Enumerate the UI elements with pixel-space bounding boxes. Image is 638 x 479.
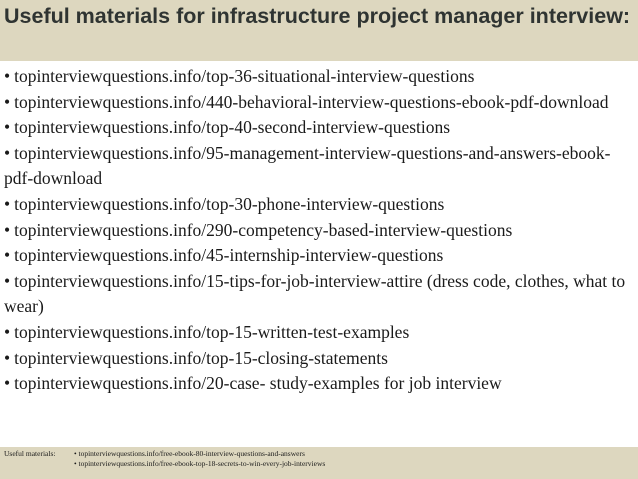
list-item bbox=[4, 346, 632, 372]
footer-bar bbox=[0, 447, 638, 479]
bullet: • bbox=[4, 347, 11, 368]
list-item bbox=[4, 320, 632, 346]
list-item bbox=[4, 192, 632, 218]
link-text[interactable]: topinterviewquestions.info/top-15-written-test-examples bbox=[14, 321, 410, 342]
link-text[interactable]: topinterviewquestions.info/top-30-phone-interview-questions bbox=[14, 193, 445, 214]
link-text[interactable]: topinterviewquestions.info/45-internship-interview-questions bbox=[14, 245, 444, 266]
link-text[interactable]: topinterviewquestions.info/15-tips-for-job-interview-attire (dress code, clothes, what to wear) bbox=[4, 270, 626, 317]
bullet: • bbox=[4, 66, 11, 86]
bullet: • bbox=[4, 193, 11, 214]
list-item bbox=[4, 243, 632, 269]
footer-row bbox=[4, 449, 638, 469]
link-text[interactable]: topinterviewquestions.info/top-40-second-interview-questions bbox=[14, 117, 451, 138]
list-item bbox=[4, 90, 632, 116]
bullet: • bbox=[4, 91, 11, 112]
link-text[interactable]: topinterviewquestions.info/top-36-situational-interview-questions bbox=[14, 66, 475, 86]
footer-link[interactable]: • topinterviewquestions.info/free-ebook-80-interview-questions-and-answers bbox=[74, 449, 305, 458]
list-item bbox=[4, 371, 632, 397]
list-item bbox=[4, 141, 632, 192]
link-text[interactable]: topinterviewquestions.info/20-case- study-examples for job interview bbox=[14, 373, 502, 394]
bullet: • bbox=[4, 373, 11, 394]
title-bar bbox=[0, 0, 638, 61]
footer-link[interactable]: • topinterviewquestions.info/free-ebook-top-18-secrets-to-win-every-job-interviews bbox=[74, 459, 326, 468]
list-item bbox=[4, 115, 632, 141]
materials-list bbox=[4, 64, 632, 397]
link-text[interactable]: topinterviewquestions.info/top-15-closing-statements bbox=[14, 347, 388, 368]
bullet: • bbox=[4, 219, 11, 240]
link-text[interactable]: topinterviewquestions.info/290-competency-based-interview-questions bbox=[14, 219, 513, 240]
list-item bbox=[4, 269, 632, 320]
bullet: • bbox=[4, 321, 11, 342]
list-item bbox=[4, 64, 632, 90]
bullet: • bbox=[4, 245, 11, 266]
link-text[interactable]: topinterviewquestions.info/440-behavioral-interview-questions-ebook-pdf-download bbox=[14, 91, 609, 112]
list-item bbox=[4, 218, 632, 244]
footer-label: Useful materials: bbox=[4, 449, 56, 458]
bullet: • bbox=[4, 142, 11, 163]
page-title: Useful materials for infrastructure project manager interview: bbox=[4, 4, 631, 28]
link-text[interactable]: topinterviewquestions.info/95-management-interview-questions-and-answers-ebook-pdf-download bbox=[4, 142, 611, 189]
bullet: • bbox=[4, 117, 11, 138]
bullet: • bbox=[4, 270, 11, 291]
footer-links bbox=[74, 449, 325, 469]
